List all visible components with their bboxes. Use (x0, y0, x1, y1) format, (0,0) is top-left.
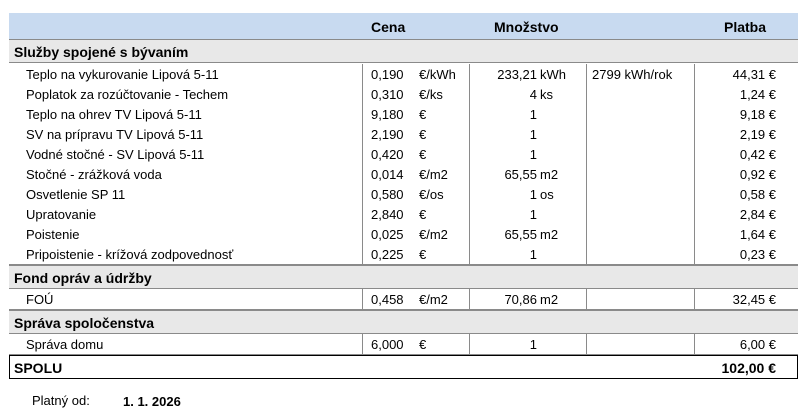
table-row (9, 289, 798, 309)
item-payment: 0,42 € (739, 147, 776, 162)
item-payment: 1,64 € (739, 227, 776, 242)
valid-from-date: 1. 1. 2026 (123, 394, 181, 409)
valid-from-label: Platný od: (32, 393, 90, 408)
item-price: 6,000 (371, 337, 404, 352)
column-divider (469, 334, 470, 354)
item-price-unit: €/m2 (419, 227, 448, 242)
item-name: Správa domu (26, 337, 104, 352)
table-row (9, 224, 798, 244)
item-price-unit: € (419, 107, 427, 122)
item-price-unit: € (419, 147, 427, 162)
section-title: Správa spoločenstva (14, 315, 155, 331)
table-row (9, 184, 798, 204)
table-row (9, 164, 798, 184)
item-name: Poplatok za rozúčtovanie - Techem (26, 87, 229, 102)
item-payment: 0,58 € (739, 187, 776, 202)
column-divider (469, 64, 470, 264)
total-value: 102,00 € (721, 360, 776, 376)
item-name: Osvetlenie SP 11 (26, 187, 126, 202)
column-divider (362, 64, 363, 264)
item-quantity: 233,21 (497, 67, 537, 82)
item-quantity: 1 (529, 247, 537, 262)
item-annual-consumption: 2799 kWh/rok (592, 67, 673, 82)
column-divider (694, 289, 695, 309)
item-name: FOÚ (26, 292, 54, 307)
section-title: Fond opráv a údržby (14, 270, 152, 286)
item-name: Stočné - zrážková voda (26, 167, 162, 182)
total-label: SPOLU (14, 360, 63, 376)
column-divider (586, 289, 587, 309)
item-quantity: 1 (529, 187, 537, 202)
item-name: Pripoistenie - krížová zodpovednosť (26, 247, 234, 262)
item-quantity: 1 (529, 107, 537, 122)
item-price: 0,225 (371, 247, 404, 262)
item-payment: 2,19 € (739, 127, 776, 142)
item-name: SV na prípravu TV Lipová 5-11 (26, 127, 204, 142)
item-price: 2,190 (371, 127, 404, 142)
section-title: Služby spojené s bývaním (14, 44, 189, 60)
header-mnozstvo: Množstvo (494, 19, 559, 35)
item-price-unit: € (419, 127, 427, 142)
table-row (9, 104, 798, 124)
table-row (9, 244, 798, 264)
column-divider (694, 64, 695, 264)
item-price: 2,840 (371, 207, 404, 222)
item-price-unit: €/ks (419, 87, 443, 102)
item-quantity-unit: m2 (540, 292, 559, 307)
item-payment: 9,18 € (739, 107, 776, 122)
item-quantity-unit: m2 (540, 167, 559, 182)
item-name: Poistenie (26, 227, 80, 242)
item-quantity-unit: os (540, 187, 554, 202)
section-header-sluzby (9, 39, 798, 63)
total-row (9, 355, 798, 379)
item-price-unit: €/m2 (419, 167, 448, 182)
header-platba: Platba (724, 19, 767, 35)
item-quantity: 1 (529, 127, 537, 142)
item-payment: 6,00 € (739, 337, 776, 352)
item-name: Upratovanie (26, 207, 97, 222)
item-quantity: 1 (529, 207, 537, 222)
item-price: 0,014 (371, 167, 404, 182)
item-price-unit: € (419, 207, 427, 222)
table-header (9, 13, 798, 39)
item-price-unit: €/kWh (419, 67, 456, 82)
column-divider (469, 289, 470, 309)
table-row (9, 144, 798, 164)
column-divider (586, 64, 587, 264)
item-price-unit: €/os (419, 187, 444, 202)
table-row (9, 64, 798, 84)
column-divider (362, 289, 363, 309)
item-payment: 1,24 € (739, 87, 776, 102)
item-quantity: 65,55 (504, 227, 537, 242)
item-quantity-unit: ks (540, 87, 553, 102)
item-price-unit: € (419, 337, 427, 352)
table-row (9, 84, 798, 104)
table-row (9, 124, 798, 144)
item-name: Teplo na vykurovanie Lipová 5-11 (26, 67, 219, 82)
section-header-sprava (9, 310, 798, 334)
item-quantity: 70,86 (504, 292, 537, 307)
item-price-unit: € (419, 247, 427, 262)
item-price: 0,458 (371, 292, 404, 307)
column-divider (694, 334, 695, 354)
item-payment: 2,84 € (739, 207, 776, 222)
column-divider (586, 334, 587, 354)
item-name: Teplo na ohrev TV Lipová 5-11 (26, 107, 202, 122)
section-header-fond (9, 265, 798, 289)
item-quantity-unit: kWh (540, 67, 566, 82)
item-price: 9,180 (371, 107, 404, 122)
section-table-sprava (9, 334, 798, 355)
item-payment: 0,23 € (739, 247, 776, 262)
item-quantity: 4 (529, 87, 537, 102)
item-payment: 32,45 € (732, 292, 776, 307)
item-payment: 44,31 € (732, 67, 776, 82)
item-price-unit: €/m2 (419, 292, 448, 307)
header-cena: Cena (371, 19, 406, 35)
item-quantity: 1 (529, 147, 537, 162)
table-row (9, 334, 798, 354)
item-price: 0,025 (371, 227, 404, 242)
section-table-fond (9, 289, 798, 310)
item-quantity: 1 (529, 337, 537, 352)
table-row (9, 204, 798, 224)
item-quantity-unit: m2 (540, 227, 559, 242)
item-price: 0,190 (371, 67, 404, 82)
item-payment: 0,92 € (739, 167, 776, 182)
column-divider (362, 334, 363, 354)
section-table-sluzby (9, 64, 798, 265)
item-quantity: 65,55 (504, 167, 537, 182)
item-price: 0,580 (371, 187, 404, 202)
item-name: Vodné stočné - SV Lipová 5-11 (26, 147, 205, 162)
item-price: 0,420 (371, 147, 404, 162)
item-price: 0,310 (371, 87, 404, 102)
